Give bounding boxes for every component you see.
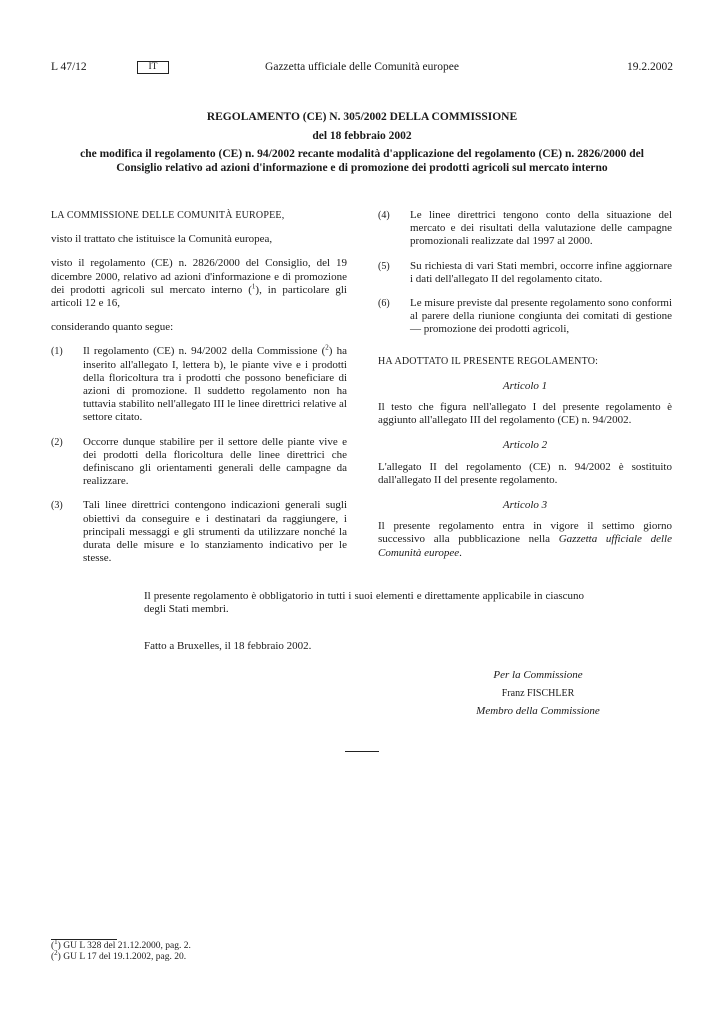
publication-date: 19.2.2002	[627, 61, 673, 73]
footnote-ref: 2	[325, 343, 329, 352]
recital-number: (5)	[378, 260, 390, 272]
considering-intro: considerando quanto segue:	[51, 321, 174, 334]
end-rule	[345, 751, 379, 752]
journal-name-italic: Gazzetta ufficiale delle Comunità europee	[378, 533, 672, 559]
citation-treaty: visto il trattato che istituisce la Comunità europea,	[51, 233, 273, 246]
article-3-text-part: .	[459, 546, 462, 559]
footnote-1: ($^1$) GU L 328 del 21.12.2000, pag. 2.	[51, 937, 191, 951]
article-2-text: L'allegato II del regolamento (CE) n. 94/2002 è sostituito dall'allegato II del presente regolamento.	[378, 460, 672, 486]
article-2-title: Articolo 2	[502, 439, 548, 452]
place-and-date: Fatto a Bruxelles, il 18 febbraio 2002.	[144, 640, 312, 652]
recital-text	[83, 345, 347, 424]
recital-number: (1)	[51, 346, 63, 358]
recital-text: Tali linee direttrici contengono indicazioni generali sugli obiettivi da conseguire e i destinatari da raggiungere, i principali messaggi e gli strumenti da utilizzare nonché la durata delle misure e lo stanziamento indicativo per le stesse.	[83, 499, 347, 565]
recital-text-part: Il regolamento (CE) n. 94/2002 della Commissione (	[83, 345, 326, 358]
preamble-intro: LA COMMISSIONE DELLE COMUNITÀ EUROPEE,	[51, 210, 285, 221]
regulation-subject: che modifica il regolamento (CE) n. 94/2002 recante modalità d'applicazione del regolamento (CE) n. 2826/2000 del Consiglio relativo ad azioni d'informazione e di promozione dei prodotti agricoli sul mercato interno	[80, 148, 644, 174]
article-1-title: Articolo 1	[502, 379, 548, 392]
regulation-date: del 18 febbraio 2002	[312, 130, 412, 142]
journal-title: Gazzetta ufficiale delle Comunità europee	[265, 61, 459, 73]
footnote-2: ($^2$) GU L 17 del 19.1.2002, pag. 20.	[51, 948, 187, 962]
right-column	[378, 209, 672, 571]
recital-5	[378, 260, 672, 286]
recital-2	[51, 436, 347, 489]
recital-number: (4)	[378, 210, 390, 221]
adoption-statement: HA ADOTTATO IL PRESENTE REGOLAMENTO:	[378, 355, 599, 367]
footnote-separator	[51, 939, 117, 940]
journal-reference: L 47/12	[51, 61, 87, 73]
article-3-title: Articolo 3	[502, 499, 548, 512]
recital-number: (2)	[51, 436, 63, 448]
citation-text: ), in particolare gli articoli 12 e 16,	[51, 283, 347, 310]
recital-text-part: ) ha inserito all'allegato I, lettera b), le piante vive e i prodotti della floricoltura tra i prodotti che possono beneficiare di azioni di promozione. Il suddetto regolamento non ha tuttavia stabilito nell'allegato III le linee direttrici relative al settore citato.	[83, 345, 348, 424]
footnote-text: GU L 328 del 21.12.2000, pag. 2.	[63, 941, 191, 951]
footnote-mark: 2	[54, 948, 58, 957]
recital-text: Le misure previste dal presente regolamento sono conformi al parere della riunione congiunta dei comitati di gestione — promozione dei prodotti agricoli,	[410, 297, 672, 336]
footnote-mark: 1	[54, 937, 58, 946]
recital-text: Le linee direttrici tengono conto della situazione del mercato e dei risultati della valutazione delle campagne promozionali realizzate dal 1997 al 2000.	[410, 209, 672, 248]
recital-text: Occorre dunque stabilire per il settore delle piante vive e dei prodotti della floricoltura delle linee direttrici che definiscano gli orientamenti generali delle campagne da realizzare.	[83, 435, 347, 488]
regulation-title: REGOLAMENTO (CE) N. 305/2002 DELLA COMMISSIONE	[206, 111, 518, 123]
signature-for: Per la Commissione	[493, 669, 583, 681]
recital-6	[378, 297, 672, 337]
recital-1	[51, 345, 347, 424]
footnote-text: GU L 17 del 19.1.2002, pag. 20.	[63, 952, 187, 962]
signatory-role: Membro della Commissione	[476, 705, 600, 717]
citation-text: visto il regolamento (CE) n. 2826/2000 del Consiglio, del 19 dicembre 2000, relativo ad azioni d'informazione e di promozione dei prodotti agricoli sul mercato interno (	[51, 257, 347, 296]
recital-text: Su richiesta di vari Stati membri, occorre infine aggiornare i dati dell'allegato II del regolamento citato.	[410, 259, 672, 285]
recital-number: (3)	[51, 500, 63, 512]
article-3-text	[378, 520, 672, 560]
language-badge: IT	[137, 61, 169, 74]
citation-regulation	[51, 257, 347, 310]
article-1-text: Il testo che figura nell'allegato I del presente regolamento è aggiunto all'allegato III del regolamento (CE) n. 94/2002.	[378, 401, 672, 427]
left-column	[51, 209, 347, 576]
recital-4	[378, 209, 672, 249]
article-3-text-part: Il presente regolamento entra in vigore il settimo giorno successivo alla pubblicazione nella	[378, 520, 672, 546]
recital-number: (6)	[378, 298, 390, 310]
signatory-name: Franz FISCHLER	[501, 688, 575, 699]
recital-3	[51, 499, 347, 565]
binding-clause: Il presente regolamento è obbligatorio in tutti i suoi elementi e direttamente applicabile in ciascuno degli Stati membri.	[144, 590, 584, 616]
footnote-ref: 1	[251, 282, 256, 291]
